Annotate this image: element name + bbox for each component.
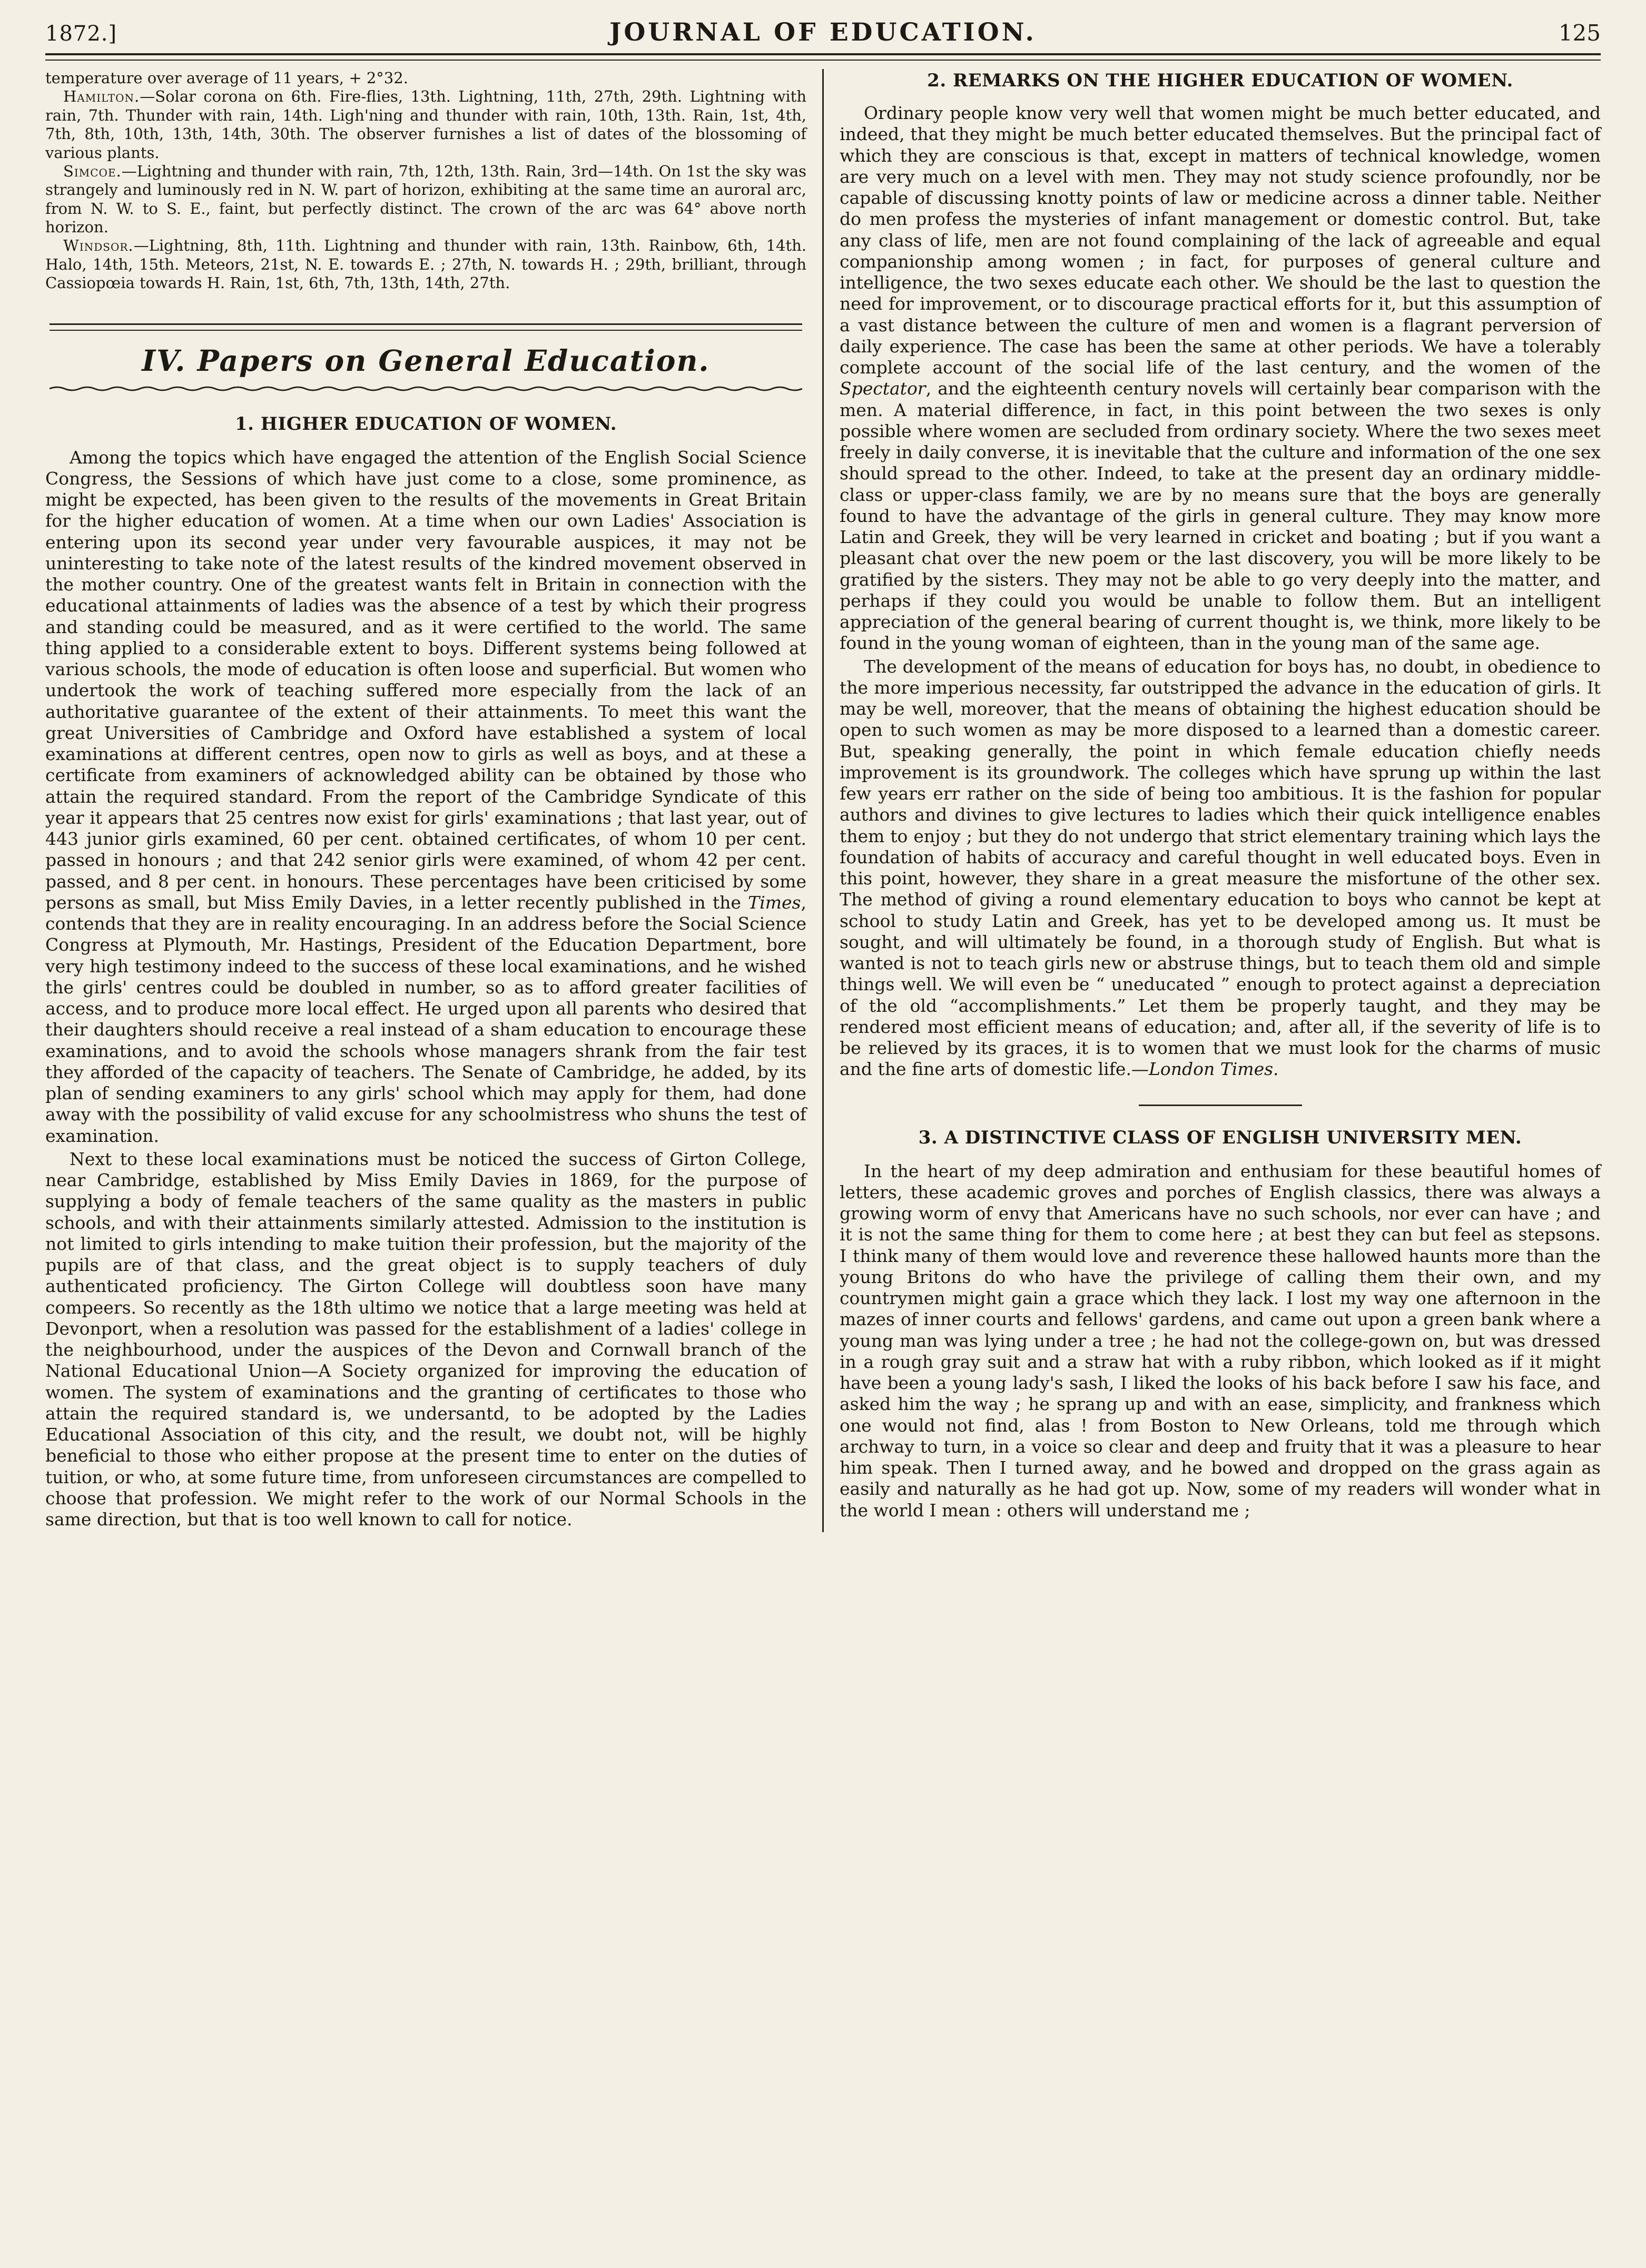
section-top-rule [50, 323, 802, 331]
wavy-rule [50, 385, 802, 392]
report-continuation-line: temperature over average of 11 years, + 2°32. [45, 69, 408, 87]
header-journal-title: JOURNAL OF EDUCATION. [609, 18, 1037, 47]
right-column [824, 69, 1601, 1532]
header-year: 1872.] [45, 22, 117, 46]
article-3-heading: 3. A DISTINCTIVE CLASS OF ENGLISH UNIVERSITY MEN. [918, 1127, 1522, 1148]
report-paragraph-simcoe: Simcoe.—Lightning and thunder with rain, 7th, 12th, 13th. Rain, 3rd—14th. On 1st the sky was strangely and luminously red in N. W. part of horizon, exhibiting at the same time an auroral arc, from N. W. to S. E., faint, but perfectly distinct. The crown of the arc was 64° above north horizon. [45, 162, 806, 236]
page-header [45, 18, 1601, 47]
article-2-heading: 2. REMARKS ON THE HIGHER EDUCATION OF WOMEN. [927, 70, 1513, 91]
article-separator-rule [1139, 1105, 1302, 1106]
left-column [45, 69, 822, 1532]
section-title: IV. Papers on General Education. [142, 343, 710, 378]
header-page-number: 125 [1558, 20, 1601, 46]
wavy-rule-path [50, 387, 802, 390]
article-2-paragraph-2: The development of the means of education for boys has, no doubt, in obedience to the more imperious necessity, far outstripped the advance in the education of girls. It may be well, moreover, that the means of obtaining the highest education should be open to such women as may be more disposed to a learned than a domestic career. But, speaking generally, the point in which female education chiefly needs improvement is its groundwork. The colleges which have sprung up within the last few years err rather on the side of being too ambitious. It is the fashion for popular authors and divines to give lectures to ladies which their quick intelligence enables them to enjoy ; but they do not undergo that strict elementary training which lays the foundation of habits of accuracy and careful thought in well educated boys. Even in this point, however, they share in a great measure the misfortune of the other sex. The method of giving a round elementary education to boys who cannot be kept at school to study Latin and Greek, has yet to be developed among us. It must be sought, and will ultimately be found, in a thorough study of English. But what is wanted is not to teach girls new or abstruse things, but to teach them old and simple things well. We will even be “ uneducated ” enough to protect against a depreciation of the old “accomplishments.” Let them be properly taught, and they may be rendered most efficient means of education; and, after all, if the severity of life is to be relieved by its graces, it is to women that we must look for the charms of music and the fine arts of domestic life.—London Times. [840, 656, 1601, 1080]
report-paragraph-hamilton: Hamilton.—Solar corona on 6th. Fire-flies, 13th. Lightning, 11th, 27th, 29th. Lightning with rain, 7th. Thunder with rain, 14th. Ligh'ning and thunder with rain, 10th, 13th. Rain, 1st, 4th, 7th, 8th, 10th, 13th, 14th, 30th. The observer furnishes a list of dates of the blossoming of various plants. [45, 87, 806, 162]
article-1-paragraph-2: Next to these local examinations must be noticed the success of Girton College, near Cambridge, established by Miss Emily Davies in 1869, for the purpose of supplying a body of female teachers of the same quality as the masters in public schools, and with their attainments similarly attested. Admission to the institution is not limited to girls intending to make tuition their profession, but the majority of the pupils are of that class, and the great object is to supply teachers of duly authenticated proficiency. The Girton College will doubtless soon have many compeers. So recently as the 18th ultimo we notice that a large meeting was held at Devonport, when a resolution was passed for the establishment of a ladies' college in the neighbourhood, under the auspices of the Devon and Cornwall branch of the National Educational Union—A Society organized for improving the education of women. The system of examinations and the granting of certificates to those who attain the required standard is, we undersantd, to be adopted by the Ladies Educational Association of this city, and the result, we doubt not, will be highly beneficial to those who either propose at the present time to enter on the duties of tuition, or who, at some future time, from unforeseen circumstances are compelled to choose that profession. We might refer to the work of our Normal Schools in the same direction, but that is too well known to call for notice. [45, 1148, 806, 1530]
article-1-paragraph-1: Among the topics which have engaged the attention of the English Social Science Congress, the Sessions of which have just come to a close, some prominence, as might be expected, has been given to the results of the movements in Great Britain for the higher education of women. At a time when our own Ladies' Association is entering upon its second year under very favourable auspices, it may not be uninteresting to take note of the latest results of the kindred movement observed in the mother country. One of the greatest wants felt in Britain in connection with the educational attainments of ladies was the absence of a test by which their progress and standing could be measured, and as it were certified to the world. The same thing applied to a considerable extent to boys. Different systems being followed at various schools, the mode of education is often loose and superficial. But women who undertook the work of teaching suffered more especially from the lack of an authoritative guarantee of the extent of their attainments. To meet this want the great Universities of Cambridge and Oxford have established a system of local examinations at different centres, open now to girls as well as boys, and at these a certificate from examiners of acknowledged ability can be obtained by those who attain the required standard. From the report of the Cambridge Syndicate of this year it appears that 25 centres now exist for girls' examinations ; that last year, out of 443 junior girls examined, 60 per cent. obtained certificates, of whom 10 per cent. passed in honours ; and that 242 senior girls were examined, of whom 42 per cent. passed, and 8 per cent. in honours. These percentages have been criticised by some persons as small, but Miss Emily Davies, in a letter recently published in the Times, contends that they are in reality encouraging. In an address before the Social Science Congress at Plymouth, Mr. Hastings, President of the Education Department, bore very high testimony indeed to the success of these local examinations, and he wished the girls' centres could be doubled in number, so as to afford greater facilities of access, and to produce more local effect. He urged upon all parents who desired that their daughters should receive a real instead of a sham education to encourage these examinations, and to avoid the schools whose managers shrank from the fair test they afforded of the capacity of teachers. The Senate of Cambridge, he added, by its plan of sending examiners to any girls' school which may apply for them, had done away with the possibility of valid excuse for any schoolmistress who shuns the test of examination. [45, 447, 806, 1146]
article-1-heading: 1. HIGHER EDUCATION OF WOMEN. [234, 413, 617, 435]
columns [45, 69, 1601, 1532]
article-2-paragraph-1: Ordinary people know very well that women might be much better educated, and indeed, that they might be much better educated themselves. But the principal fact of which they are conscious is that, except in matters of technical knowledge, women are very much on a level with men. They may not study science profoundly, nor be capable of discussing knotty points of law or medicine across a dinner table. Neither do men profess the mysteries of infant management or domestic control. But, take any class of life, men are not found complaining of the lack of agreeable and equal companionship among women ; in fact, for purposes of general culture and intelligence, the two sexes educate each other. We should be the last to question the need for improvement, or to discourage practical efforts for it, but this assumption of a vast distance between the culture of men and women is a flagrant perversion of daily experience. The case has been the same at other periods. We have a tolerably complete account of the social life of the last century, and the women of the Spectator, and the eighteenth century novels will certainly bear comparison with the men. A material difference, in fact, in this point between the two sexes is only possible where women are secluded from ordinary society. Where the two sexes meet freely in daily converse, it is inevitable that the culture and information of the one sex should spread to the other. Indeed, to take at the present day an ordinary middle-class or upper-class family, we are by no means sure that the boys are generally found to have the advantage of the girls in general culture. They may know more Latin and Greek, they will be very learned in cricket and boating ; but if you want a pleasant chat over the new poem or the last discovery, you will be more likely to be gratified by the sisters. They may not be able to go very deeply into the matter, and perhaps if they could you would be unable to follow them. But an intelligent appreciation of the general bearing of current thought is, we think, more likely to be found in the young woman of eighteen, than in the young man of the same age. [840, 103, 1601, 654]
report-paragraph-windsor: Windsor.—Lightning, 8th, 11th. Lightning and thunder with rain, 13th. Rainbow, 6th, 14th. Halo, 14th, 15th. Meteors, 21st, N. E. towards E. ; 27th, N. towards H. ; 29th, brilliant, through Cassiopœia towards H. Rain, 1st, 6th, 7th, 13th, 14th, 27th. [45, 236, 806, 292]
section-heading-block [50, 323, 802, 392]
article-3-paragraph-1: In the heart of my deep admiration and enthusiam for these beautiful homes of letters, these academic groves and porches of English classics, there was always a growing worm of envy that Americans have no such schools, nor ever can have ; and it is not the same thing for them to come here ; at best they can but feel as stepsons. I think many of them would love and reverence these hallowed haunts more than the young Britons do who have the privilege of calling them their own, and my countrymen might gain a grace which they lack. I lost my way one afternoon in the mazes of inner courts and fellows' gardens, and came out upon a green bank where a young man was lying under a tree ; he had not the college-gown on, but was dressed in a rough gray suit and a straw hat with a ruby ribbon, which looked as if it might have been a young lady's sash, I liked the looks of his back before I saw his face, and asked him the way ; he sprang up and with an ease, simplicity, and frankness which one would not find, alas ! from Boston to New Orleans, told me through which archway to turn, in a voice so clear and deep and fruity that it was a pleasure to hear him speak. Then I turned away, and he bowed and dropped on the grass again as easily and naturally as he had got up. Now, some of my readers will wonder what in the world I mean : others will understand me ; [840, 1160, 1601, 1521]
header-double-rule [45, 53, 1601, 61]
